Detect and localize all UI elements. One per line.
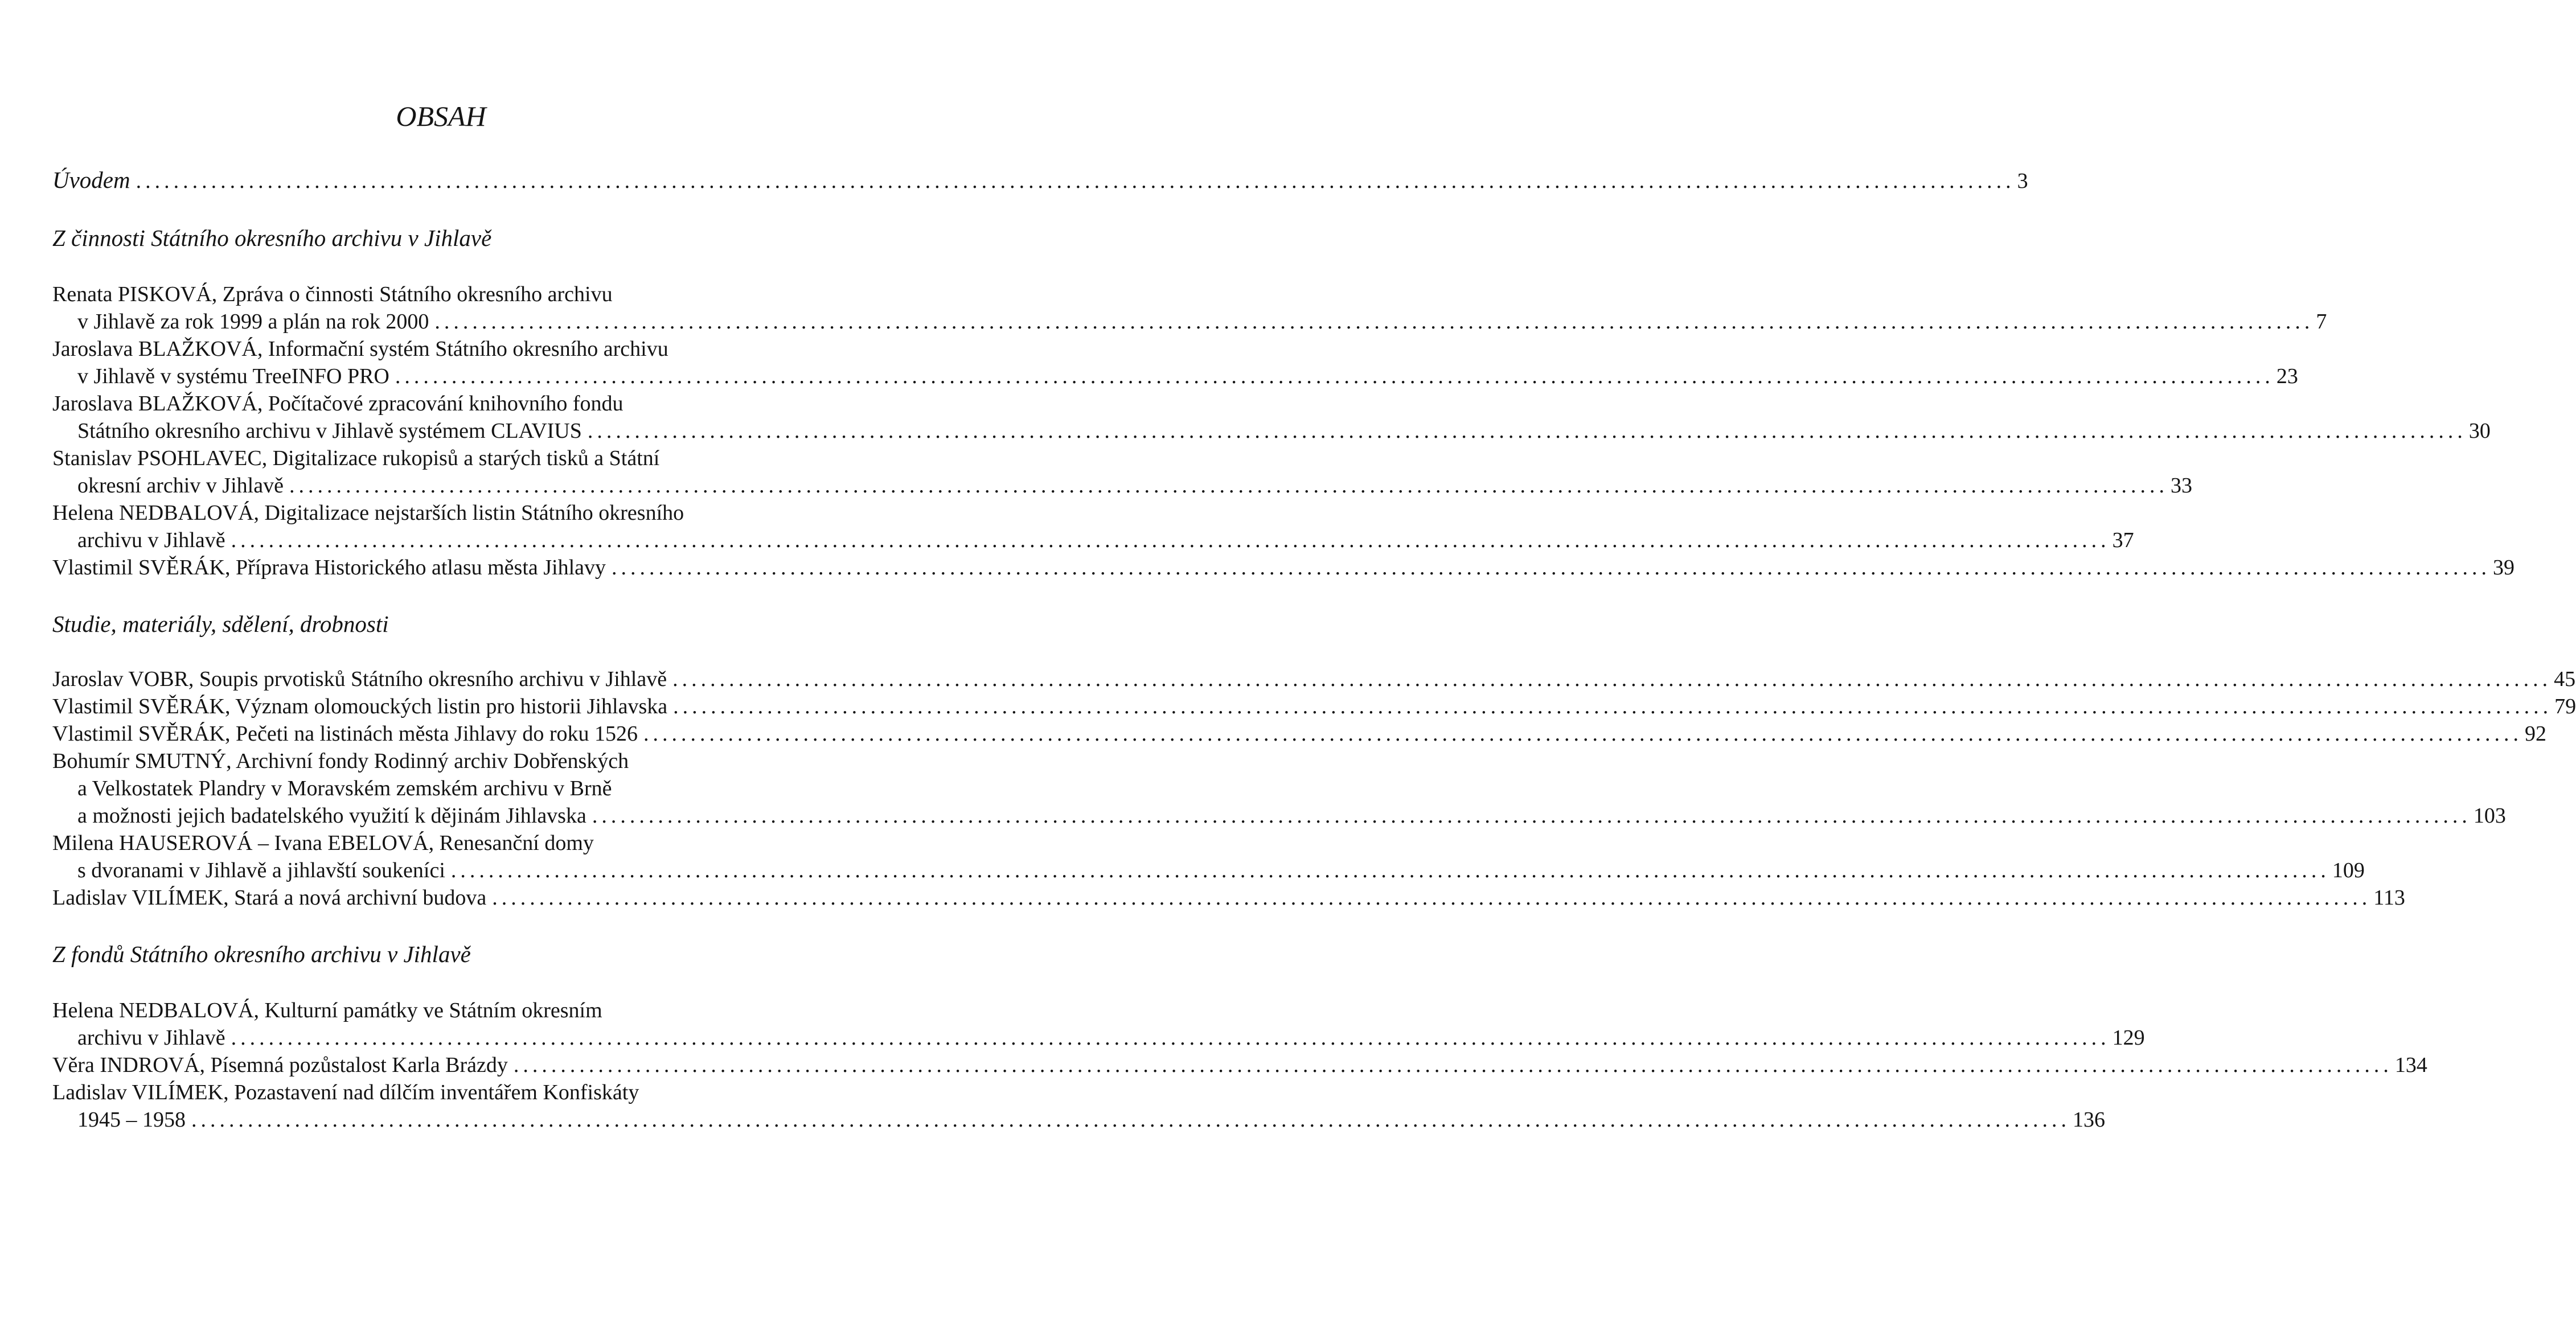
- page-number: 136: [2073, 1108, 2105, 1132]
- entry-title: v Jihlavě v systému TreeINFO PRO: [77, 364, 389, 388]
- entry-title: Státního okresního archivu v Jihlavě systémem CLAVIUS: [77, 419, 582, 443]
- page-number: 134: [2394, 1053, 2427, 1077]
- page-number: 129: [2112, 1026, 2145, 1050]
- toc-entry-line[interactable]: Helena NEDBALOVÁ, Kulturní památky ve Státním okresním: [52, 999, 602, 1022]
- toc-entry-line[interactable]: Jaroslava BLAŽKOVÁ, Počítačové zpracování knihovního fondu: [52, 392, 624, 416]
- entry-title: Věra INDROVÁ, Písemná pozůstalost Karla Brázdy: [52, 1053, 508, 1077]
- toc-entry-continuation[interactable]: [77, 362, 2298, 391]
- entry-title: Vlastimil SVĚRÁK, Pečeti na listinách města Jihlavy do roku 1526: [52, 722, 638, 746]
- page-number: 33: [2170, 474, 2192, 498]
- page-number: 79: [2554, 695, 2576, 718]
- section-heading: Z fondů Státního okresního archivu v Jihlavě: [52, 941, 471, 967]
- toc-entry-line[interactable]: Stanislav PSOHLAVEC, Digitalizace rukopisů a starých tisků a Státní: [52, 446, 660, 470]
- toc-entry-continuation[interactable]: [77, 1106, 2105, 1134]
- toc-entry-continuation[interactable]: [77, 856, 2365, 885]
- dot-leader: ........................................................................................................................................................................................................: [231, 528, 2110, 552]
- page-number: 37: [2112, 528, 2134, 552]
- entry-title: a možnosti jejich badatelského využití k dějinám Jihlavska: [77, 804, 586, 828]
- page-number: 92: [2525, 722, 2546, 746]
- entry-title: archivu v Jihlavě: [77, 1026, 225, 1050]
- toc-entry-continuation[interactable]: [77, 471, 2192, 500]
- dot-leader: ........................................................................................................................................................................................................: [395, 364, 2274, 388]
- page-number: 103: [2473, 804, 2506, 828]
- dot-leader: ........................................................................................................................................................................................................: [434, 310, 2314, 334]
- toc-entry-line[interactable]: Renata PISKOVÁ, Zpráva o činnosti Státního okresního archivu: [52, 282, 613, 306]
- dot-leader: ........................................................................................................................................................................................................: [513, 1053, 2393, 1077]
- toc-entry-continuation[interactable]: [77, 307, 2327, 336]
- dot-leader: ........................................................................................................................................................................................................: [592, 804, 2471, 828]
- page-number: 3: [2017, 169, 2028, 193]
- toc-entry-line[interactable]: Helena NEDBALOVÁ, Digitalizace nejstarších listin Státního okresního: [52, 501, 684, 525]
- entry-title: s dvoranami v Jihlavě a jihlavští soukeníci: [77, 858, 445, 882]
- entry-title: Jaroslav VOBR, Soupis prvotisků Státního okresního archivu v Jihlavě: [52, 667, 667, 691]
- toc-entry-continuation[interactable]: [77, 526, 2134, 554]
- toc-entry[interactable]: [52, 553, 2515, 582]
- dot-leader: ........................................................................................................................................................................................................: [191, 1108, 2070, 1132]
- toc-entry-intro[interactable]: [52, 166, 2028, 195]
- page-number: 23: [2276, 364, 2298, 388]
- dot-leader: ........................................................................................................................................................................................................: [612, 556, 2491, 580]
- entry-title: v Jihlavě za rok 1999 a plán na rok 2000: [77, 310, 429, 334]
- page-number: 109: [2332, 858, 2365, 882]
- dot-leader: ........................................................................................................................................................................................................: [450, 858, 2330, 882]
- page-number: 113: [2373, 886, 2405, 910]
- toc-entry[interactable]: [52, 665, 2576, 693]
- page-number: 45: [2554, 667, 2576, 691]
- toc-entry-continuation[interactable]: [77, 417, 2491, 445]
- dot-leader: ........................................................................................................................................................................................................: [643, 722, 2522, 746]
- section-heading: Z činnosti Státního okresního archivu v Jihlavě: [52, 225, 492, 251]
- toc-entry[interactable]: [52, 692, 2576, 721]
- entry-title: Úvodem: [52, 167, 130, 193]
- toc-entry-continuation[interactable]: a Velkostatek Plandry v Moravském zemském archivu v Brně: [77, 776, 612, 800]
- toc-entry-line[interactable]: Milena HAUSEROVÁ – Ivana EBELOVÁ, Renesanční domy: [52, 831, 594, 855]
- toc-entry[interactable]: [52, 884, 2405, 912]
- page-number: 30: [2468, 419, 2491, 443]
- dot-leader: ........................................................................................................................................................................................................: [289, 474, 2168, 498]
- page-title: OBSAH: [396, 100, 486, 132]
- entry-title: archivu v Jihlavě: [77, 528, 225, 552]
- dot-leader: ........................................................................................................................................................................................................: [673, 695, 2553, 718]
- page-number: 7: [2316, 310, 2327, 334]
- dot-leader: ........................................................................................................................................................................................................: [492, 886, 2372, 910]
- entry-title: okresní archiv v Jihlavě: [77, 474, 284, 498]
- toc-entry[interactable]: [52, 1051, 2427, 1079]
- page-number: 39: [2493, 556, 2515, 580]
- entry-title: Vlastimil SVĚRÁK, Příprava Historického atlasu města Jihlavy: [52, 556, 606, 580]
- toc-entry-line[interactable]: Ladislav VILÍMEK, Pozastavení nad dílčím inventářem Konfiskáty: [52, 1080, 639, 1104]
- toc-entry-line[interactable]: Bohumír SMUTNÝ, Archivní fondy Rodinný archiv Dobřenských: [52, 749, 629, 773]
- dot-leader: ........................................................................................................................................................................................................: [231, 1026, 2110, 1050]
- dot-leader: ........................................................................................................................................................................................................: [136, 169, 2015, 193]
- dot-leader: ........................................................................................................................................................................................................: [672, 667, 2552, 691]
- entry-title: Vlastimil SVĚRÁK, Význam olomouckých listin pro historii Jihlavska: [52, 695, 668, 718]
- dot-leader: ........................................................................................................................................................................................................: [587, 419, 2467, 443]
- entry-title: 1945 – 1958: [77, 1108, 186, 1132]
- toc-entry[interactable]: [52, 720, 2546, 748]
- toc-entry-continuation[interactable]: [77, 802, 2506, 830]
- entry-title: Ladislav VILÍMEK, Stará a nová archivní budova: [52, 886, 487, 910]
- section-heading: Studie, materiály, sdělení, drobnosti: [52, 611, 389, 637]
- toc-entry-continuation[interactable]: [77, 1024, 2145, 1052]
- toc-entry-line[interactable]: Jaroslava BLAŽKOVÁ, Informační systém Státního okresního archivu: [52, 337, 668, 361]
